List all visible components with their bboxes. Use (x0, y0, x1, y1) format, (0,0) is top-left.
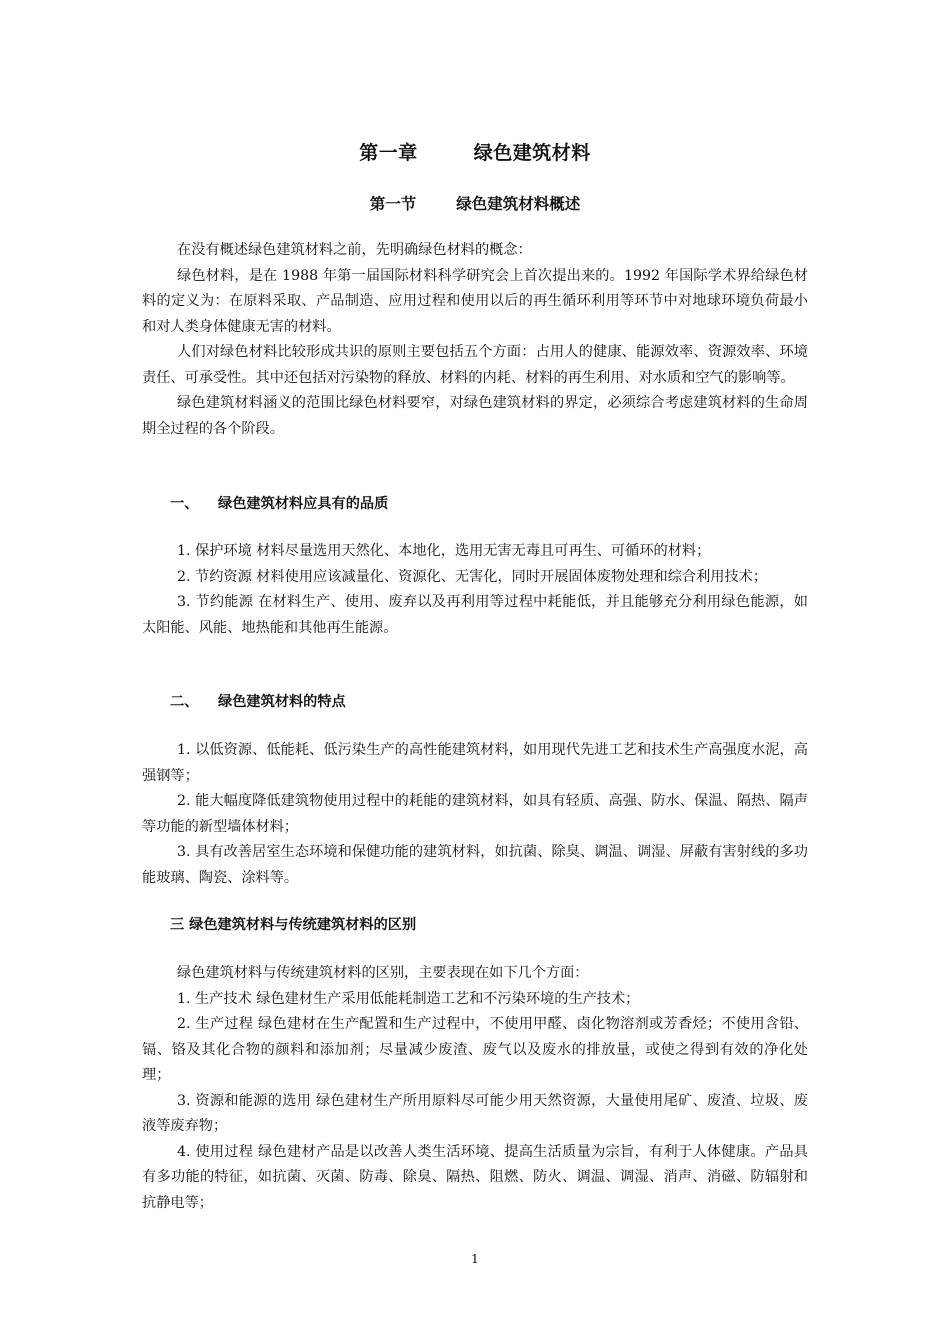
part1-heading (170, 493, 388, 513)
part3-block (142, 961, 808, 1216)
part2-title: 绿色建筑材料的特点 (218, 694, 346, 710)
part3-item: 绿色建筑材料与传统建筑材料的区别，主要表现在如下几个方面： (177, 965, 589, 981)
part3-item: 3. 资源和能源的选用 绿色建材生产所用原料尽可能少用天然资源，大量使用尾矿、废渣、垃圾、废液等废弃物； (142, 1092, 808, 1134)
chapter-number: 第一章 (359, 142, 418, 164)
part3-item: 1. 生产技术 绿色建材生产采用低能耗制造工艺和不污染环境的生产技术； (177, 990, 640, 1007)
part2-number: 二、 (170, 694, 199, 710)
part2-item: 2. 能大幅度降低建筑物使用过程中的耗能的建筑材料，如具有轻质、高强、防水、保温、隔热、隔声等功能的新型墙体材料； (142, 793, 808, 835)
intro-block (142, 238, 808, 442)
chapter-title (0, 138, 950, 165)
section-number: 第一节 (369, 195, 417, 213)
section-name: 绿色建筑材料概述 (456, 195, 581, 213)
part1-title: 绿色建筑材料应具有的品质 (218, 496, 389, 512)
page-number: 1 (471, 1252, 479, 1266)
part3-item: 4. 使用过程 绿色建材产品是以改善人类生活环境、提高生活质量为宗旨，有利于人体健康。产品具有多功能的特征，如抗菌、灭菌、防毒、除臭、隔热、阻燃、防火、调温、调湿、消声、消磁、防辐射和抗静电等； (142, 1143, 808, 1211)
part2-heading (170, 691, 346, 711)
part1-item: 2. 节约资源 材料使用应该减量化、资源化、无害化，同时开展固体废物处理和综合利用技术； (177, 568, 768, 585)
intro-paragraph: 绿色建筑材料涵义的范围比绿色材料要窄，对绿色建筑材料的界定，必须综合考虑建筑材料的生命周期全过程的各个阶段。 (142, 395, 808, 437)
part1-block (142, 539, 808, 641)
intro-paragraph: 在没有概述绿色建筑材料之前，先明确绿色材料的概念： (177, 242, 532, 258)
part3-heading (170, 914, 416, 934)
part1-item: 1. 保护环境 材料尽量选用天然化、本地化，选用无害无毒且可再生、可循环的材料； (177, 543, 711, 559)
part2-block (142, 738, 808, 891)
intro-paragraph: 绿色材料，是在 1988 年第一届国际材料科学研究会上首次提出来的。1992 年国际学术界给绿色材料的定义为：在原料采取、产品制造、应用过程和使用以后的再生循环利用等环节中对地球环境负荷最小和对人类身体健康无害的材料。 (142, 267, 808, 335)
intro-paragraph: 人们对绿色材料比较形成共识的原则主要包括五个方面：占用人的健康、能源效率、资源效率、环境责任、可承受性。其中还包括对污染物的释放、材料的内耗、材料的再生利用、对水质和空气的影响等。 (142, 344, 808, 386)
part2-item: 1. 以低资源、低能耗、低污染生产的高性能建筑材料，如用现代先进工艺和技术生产高强度水泥，高强钢等； (142, 742, 808, 784)
part3-title: 三 绿色建筑材料与传统建筑材料的区别 (170, 917, 417, 933)
part2-item: 3. 具有改善居室生态环境和保健功能的建筑材料，如抗菌、除臭、调温、调湿、屏蔽有害射线的多功能玻璃、陶瓷、涂料等。 (142, 844, 808, 886)
part1-item: 3. 节约能源 在材料生产、使用、废弃以及再利用等过程中耗能低，并且能够充分利用绿色能源，如太阳能、风能、地热能和其他再生能源。 (142, 594, 808, 636)
part3-item: 2. 生产过程 绿色建材在生产配置和生产过程中，不使用甲醛、卤化物溶剂或芳香烃；不使用含铅、镉、铬及其化合物的颜料和添加剂；尽量减少废渣、废气以及废水的排放量，或使之得到有效的净化处理； (142, 1016, 808, 1083)
part1-number: 一、 (170, 496, 199, 512)
section-title (0, 192, 950, 214)
chapter-name: 绿色建筑材料 (473, 142, 591, 164)
